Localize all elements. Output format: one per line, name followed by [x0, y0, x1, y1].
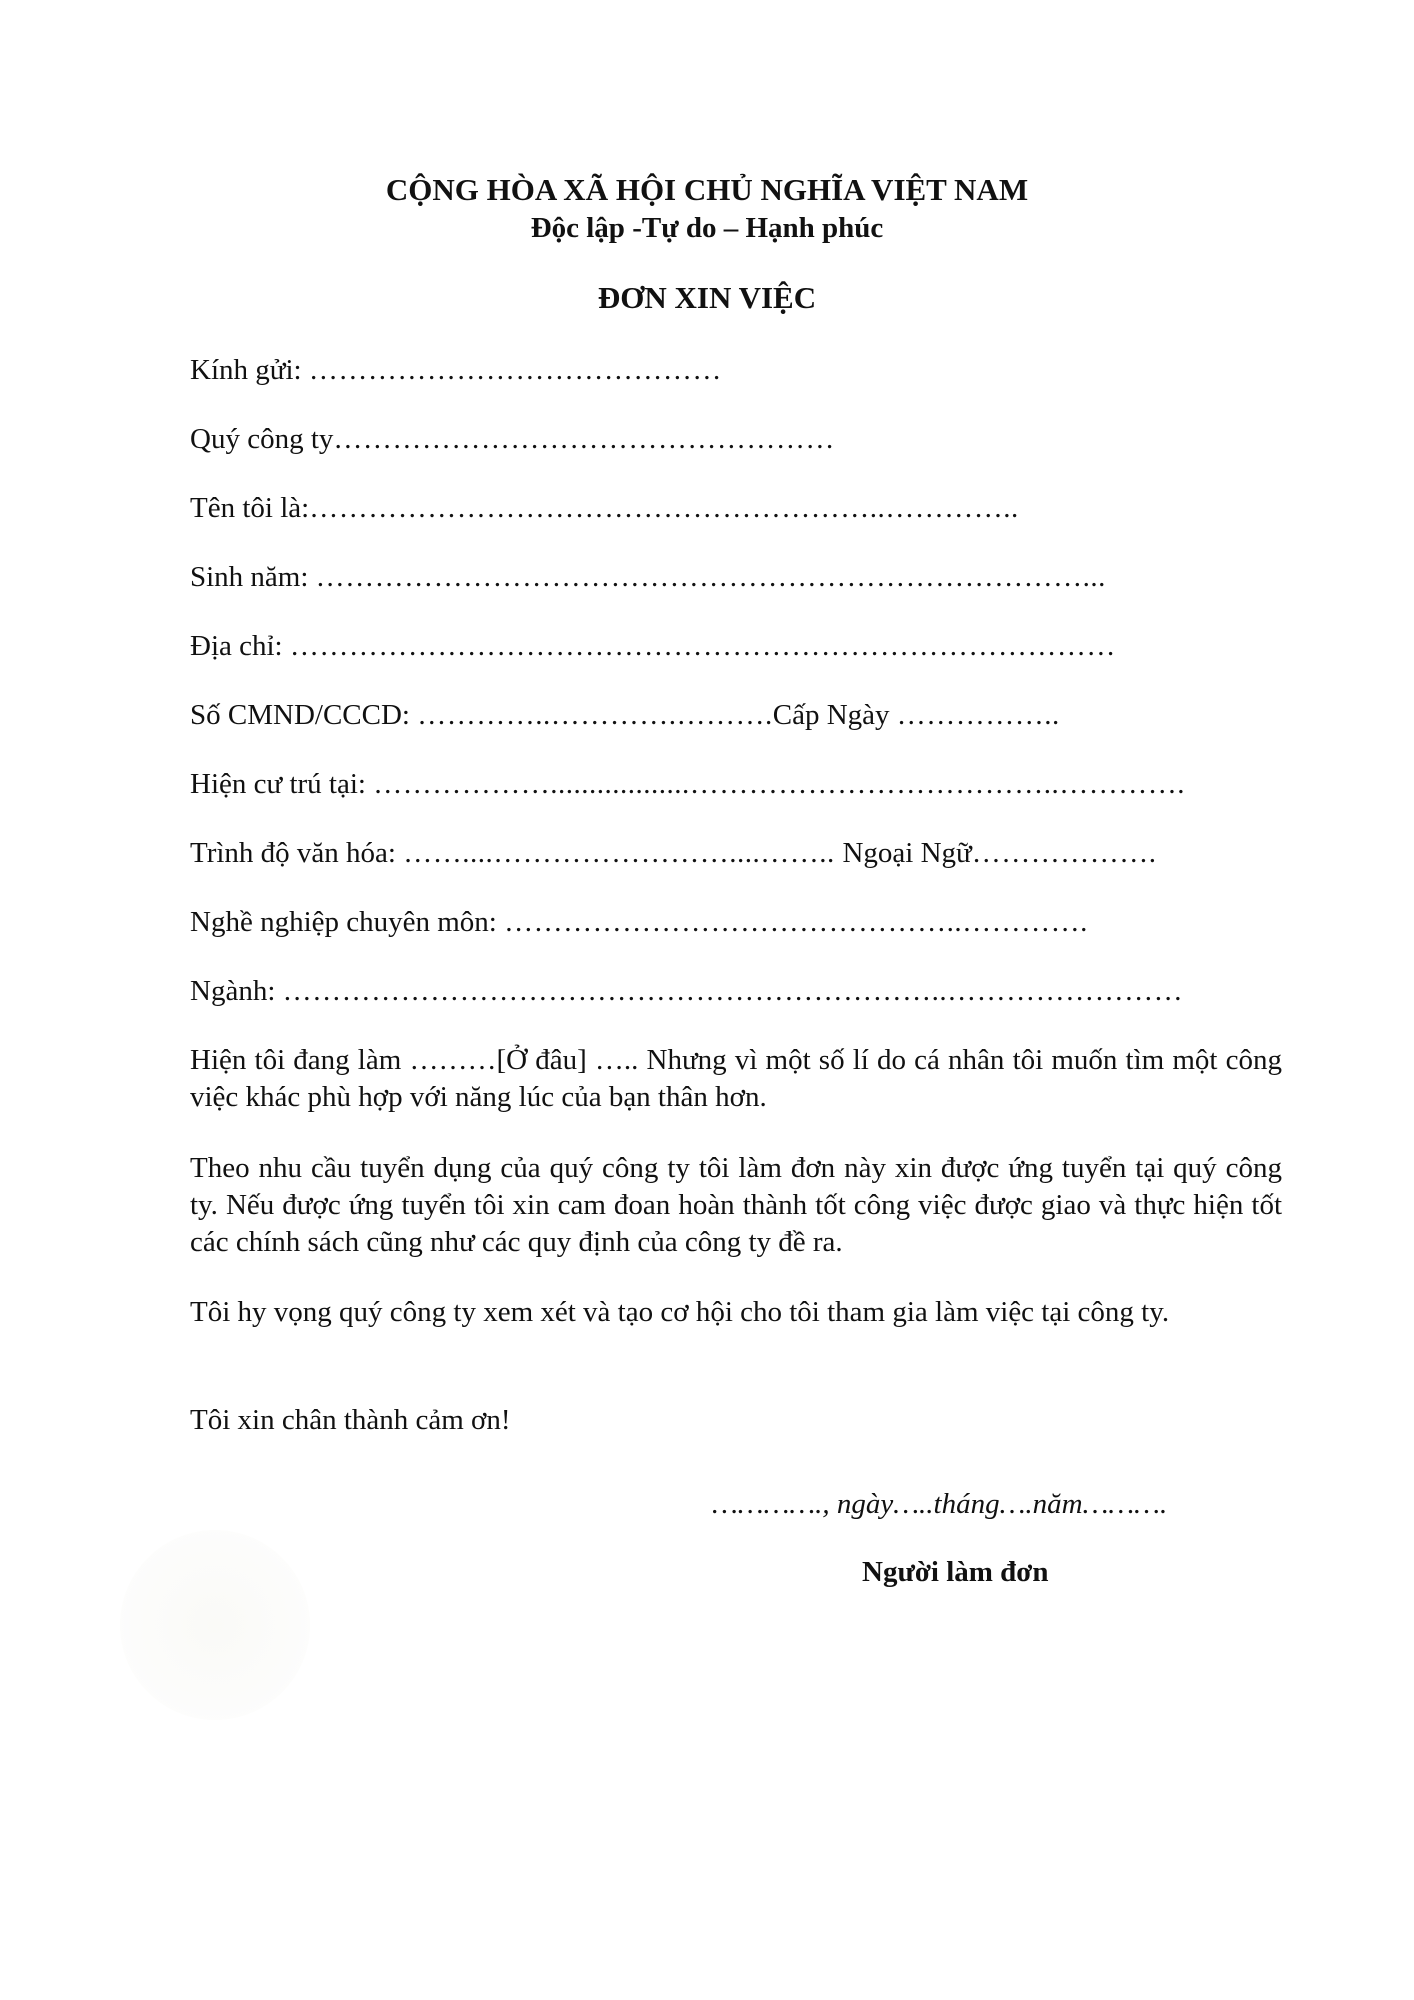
field-label: Hiện cư trú tại:	[190, 768, 374, 800]
paragraph-application: Theo nhu cầu tuyển dụng của quý công ty tôi làm đơn này xin được ứng tuyển tại quý công ty. Nếu được ứng tuyển tôi xin cam đoan hoàn thành tốt công việc được giao và thực hiện tốt các chính sách cũng như các quy định của công ty đề ra.	[190, 1152, 1282, 1258]
field-dia-chi	[190, 632, 1116, 661]
paragraph-hope: Tôi hy vọng quý công ty xem xét và tạo cơ hội cho tôi tham gia làm việc tại công ty.	[190, 1296, 1170, 1328]
document-title: ĐƠN XIN VIỆC	[597, 280, 817, 315]
field-blank: …………………………………………………………..……………………	[282, 975, 1184, 1007]
field-kinh-gui	[190, 356, 722, 385]
field-label: Số CMND/CCCD:	[190, 699, 418, 731]
field-blank: …………………………………………………..…………..	[309, 492, 1019, 524]
field-cu-tru	[190, 770, 1185, 799]
nation-heading: CỘNG HÒA XÃ HỘI CHỦ NGHĨA VIỆT NAM	[385, 172, 1029, 207]
motto-heading: Độc lập -Tự do – Hạnh phúc	[530, 212, 884, 244]
field-label-cap-ngay: Cấp Ngày	[772, 699, 897, 731]
date-place-line: …………., ngày…..tháng….năm……….	[712, 1488, 1168, 1520]
field-label: Tên tôi là:	[190, 492, 310, 524]
field-blank: ………………………………………..………….	[504, 906, 1088, 938]
field-blank: ……………………………………………	[333, 423, 835, 455]
field-sinh-nam	[190, 563, 1106, 592]
field-label: Nghề nghiệp chuyên môn:	[190, 906, 505, 938]
field-label: Địa chỉ:	[190, 630, 290, 662]
field-cmnd	[190, 701, 1060, 730]
field-nghe-nghiep	[190, 908, 1088, 937]
field-label: Kính gửi:	[190, 354, 309, 386]
field-blank-cap-ngay: ……………..	[896, 699, 1060, 731]
field-blank: …………………………………………………………………………	[289, 630, 1116, 662]
field-blank: ……....……………………....……..	[403, 837, 843, 869]
field-ten-toi-la	[190, 494, 1019, 523]
faint-stamp-mark	[120, 1530, 310, 1720]
field-blank: ………………..................………………………………..………….	[373, 768, 1185, 800]
field-label: Quý công ty	[190, 423, 334, 455]
field-blank: …………..………….……….	[417, 699, 773, 731]
field-blank: ……………………………………………………………………...	[315, 561, 1106, 593]
field-blank: ……………………………………	[308, 354, 722, 386]
field-quy-cong-ty	[190, 425, 835, 454]
field-label-ngoai-ngu: Ngoại Ngữ	[842, 837, 972, 869]
field-trinh-do	[190, 839, 1157, 868]
paragraph-current-job: Hiện tôi đang làm ………[Ở đâu] ….. Nhưng vì một số lí do cá nhân tôi muốn tìm một công việc khác phù hợp với năng lúc của bạn thân hơn.	[190, 1044, 1282, 1113]
field-label: Ngành:	[190, 975, 283, 1007]
field-label: Trình độ văn hóa:	[190, 837, 404, 869]
field-nganh	[190, 977, 1183, 1006]
signer-label: Người làm đơn	[862, 1556, 1049, 1588]
paragraph-thanks: Tôi xin chân thành cảm ơn!	[190, 1404, 511, 1436]
field-blank-ngoai-ngu: ……………….	[971, 837, 1157, 869]
field-label: Sinh năm:	[190, 561, 316, 593]
